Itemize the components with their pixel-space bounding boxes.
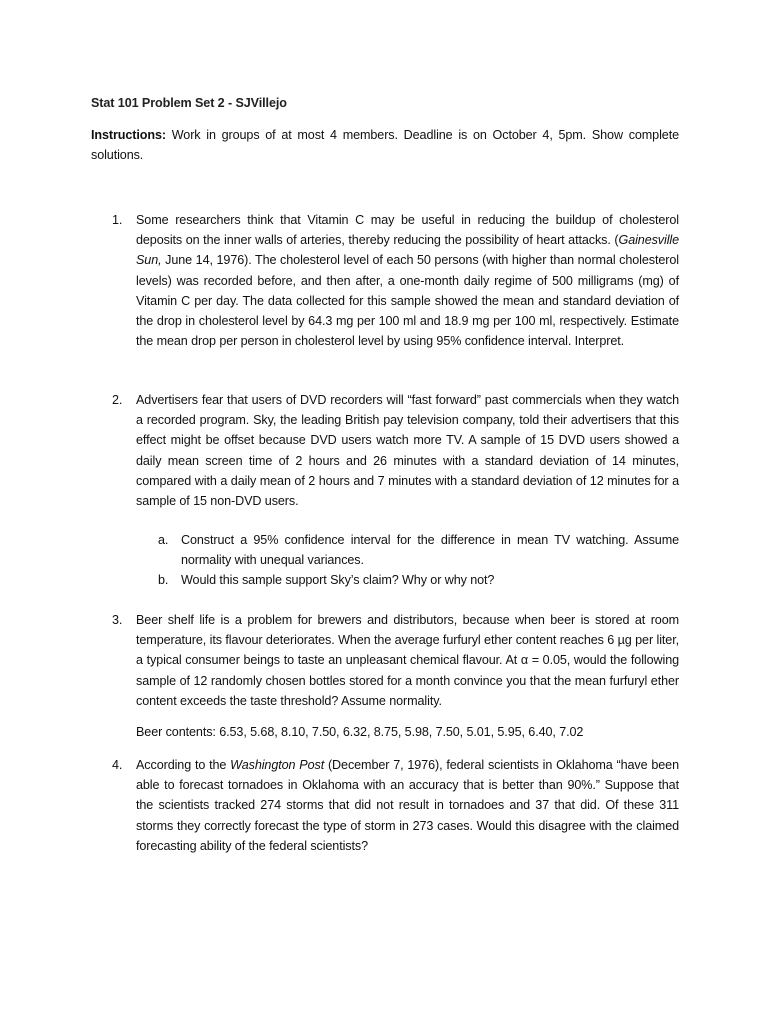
question-text-part: According to the: [136, 758, 231, 772]
question-number: 3.: [112, 613, 123, 627]
source-citation: Gainesville Sun,: [136, 233, 679, 268]
question-text-part: Some researchers think that Vitamin C may be useful in reducing the buildup of cholesterol deposits on the inner walls of arteries, thereby reducing the possibility of heart attacks. (: [136, 213, 679, 248]
question-number: 2.: [112, 393, 123, 407]
question-text: Advertisers fear that users of DVD recorders will “fast forward” past commercials when they watch a recorded program. Sky, the leading British pay television company, told their advertisers that this effect might be offset because DVD users watch more TV. A sample of 15 DVD users showed a daily mean screen time of 2 hours and 26 minutes with a standard deviation of 14 minutes, compared with a daily mean of 2 hours and 7 minutes with a standard deviation of 12 minutes for a sample of 15 non-DVD users.: [136, 393, 679, 509]
source-citation: Washington Post: [230, 758, 325, 772]
instructions-paragraph: [91, 125, 679, 165]
subpart-letter: b.: [158, 573, 169, 587]
question-number: 1.: [112, 213, 123, 227]
question-text: [136, 755, 679, 856]
question-text: [136, 210, 679, 351]
instructions-text: Work in groups of at most 4 members. Deadline is on October 4, 5pm. Show complete solutions.: [91, 128, 679, 163]
document-title: Stat 101 Problem Set 2 - SJVillejo: [91, 96, 287, 110]
question-text-part: June 14, 1976). The cholesterol level of each 50 persons (with higher than normal cholesterol levels) was recorded before, and then after, a one-month daily regime of 500 milligrams (mg) of Vitamin C per day. The data collected for this sample showed the mean and standard deviation of the drop in cholesterol level by 64.3 mg per 100 ml and 18.9 mg per 100 ml, respectively. Estimate the mean drop per person in cholesterol level by using 95% confidence interval. Interpret.: [136, 253, 679, 349]
subpart-text: Construct a 95% confidence interval for the difference in mean TV watching. Assume normality with unequal variances.: [181, 533, 679, 568]
question-number: 4.: [112, 758, 123, 772]
beer-contents-data: Beer contents: 6.53, 5.68, 8.10, 7.50, 6.32, 8.75, 5.98, 7.50, 5.01, 5.95, 6.40, 7.02: [136, 725, 584, 739]
subpart-text: Would this sample support Sky’s claim? Why or why not?: [181, 573, 495, 587]
question-text-part: (December 7, 1976), federal scientists in Oklahoma “have been able to forecast tornadoes in Oklahoma with an accuracy that is better than 90%.” Suppose that the scientists tracked 274 storms that did not result in tornadoes and 37 that did. Of these 311 storms they correctly forecast the type of storm in 273 cases. Would this disagree with the claimed forecasting ability of the federal scientists?: [136, 758, 679, 853]
instructions-label: Instructions:: [91, 128, 166, 142]
question-text: Beer shelf life is a problem for brewers and distributors, because when beer is stored at room temperature, its flavour deteriorates. When the average furfuryl ether content reaches 6 µg per liter, a typical consumer beings to taste an unpleasant chemical flavour. At α = 0.05, would the following sample of 12 randomly chosen bottles stored for a month convince you that the mean furfuryl ether content exceeds the taste threshold? Assume normality.: [136, 613, 679, 708]
subpart-letter: a.: [158, 533, 169, 547]
